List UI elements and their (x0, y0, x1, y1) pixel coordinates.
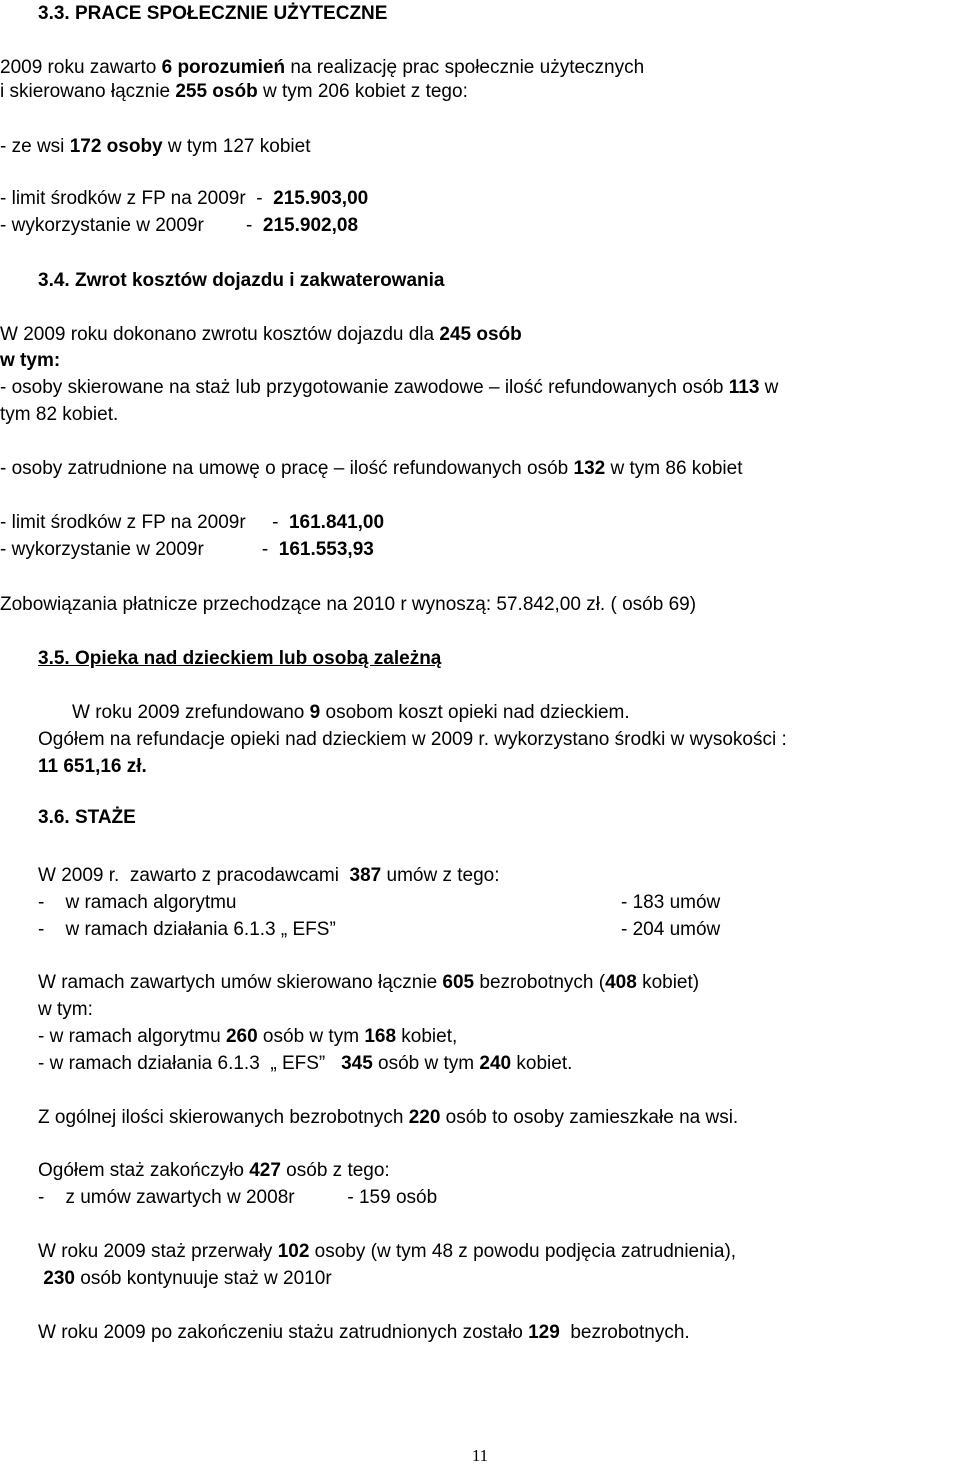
list-item: - w ramach algorytmu (38, 892, 237, 913)
paragraph-line: w tym: (0, 350, 61, 371)
usage-line: - wykorzystanie w 2009r - 215.902,08 (0, 215, 359, 236)
section-3-3-title: 3.3. PRACE SPOŁECZNIE UŻYTECZNE (38, 3, 388, 24)
paragraph-line: - osoby skierowane na staż lub przygotowanie zawodowe – ilość refundowanych osób 113 w (0, 377, 779, 398)
paragraph-line: W roku 2009 zrefundowano 9 osobom koszt opieki nad dzieckiem. (72, 702, 630, 723)
list-item: - w ramach działania 6.1.3 „ EFS” 345 osób w tym 240 kobiet. (38, 1053, 573, 1074)
section-3-5-title: 3.5. Opieka nad dzieckiem lub osobą zależną (38, 648, 442, 669)
obligations-line: Zobowiązania płatnicze przechodzące na 2010 r wynoszą: 57.842,00 zł. ( osób 69) (0, 594, 697, 615)
amount-line: 11 651,16 zł. (38, 756, 147, 777)
list-item: - z umów zawartych w 2008r - 159 osób (38, 1187, 438, 1208)
paragraph-line: W 2009 roku dokonano zwrotu kosztów dojazdu dla 245 osób (0, 324, 522, 345)
limit-line: - limit środków z FP na 2009r - 215.903,00 (0, 188, 369, 209)
paragraph-line: Z ogólnej ilości skierowanych bezrobotnych 220 osób to osoby zamieszkałe na wsi. (38, 1107, 739, 1128)
paragraph-line: W roku 2009 po zakończeniu stażu zatrudnionych zostało 129 bezrobotnych. (38, 1322, 690, 1343)
limit-line: - limit środków z FP na 2009r - 161.841,00 (0, 512, 385, 533)
paragraph-line: - ze wsi 172 osoby w tym 127 kobiet (0, 136, 311, 157)
section-3-4-title: 3.4. Zwrot kosztów dojazdu i zakwaterowania (38, 270, 445, 291)
list-item: - w ramach działania 6.1.3 „ EFS” (38, 919, 336, 940)
list-item-value: - 204 umów (621, 919, 721, 940)
list-item: - w ramach algorytmu 260 osób w tym 168 kobiet, (38, 1026, 458, 1047)
paragraph-line: W roku 2009 staż przerwały 102 osoby (w tym 48 z powodu podjęcia zatrudnienia), (38, 1241, 737, 1262)
usage-line: - wykorzystanie w 2009r - 161.553,93 (0, 539, 374, 560)
paragraph-line: Ogółem staż zakończyło 427 osób z tego: (38, 1160, 390, 1181)
paragraph-line: W ramach zawartych umów skierowano łącznie 605 bezrobotnych (408 kobiet) (38, 972, 700, 993)
paragraph-line: - osoby zatrudnione na umowę o pracę – ilość refundowanych osób 132 w tym 86 kobiet (0, 458, 743, 479)
paragraph-line: w tym: (38, 999, 93, 1020)
page-number: 11 (471, 1446, 489, 1465)
paragraph-line: i skierowano łącznie 255 osób w tym 206 kobiet z tego: (0, 81, 468, 102)
section-3-6-title: 3.6. STAŻE (38, 807, 136, 828)
paragraph-line: 230 osób kontynuuje staż w 2010r (43, 1268, 332, 1289)
paragraph-line: W 2009 r. zawarto z pracodawcami 387 umów z tego: (38, 865, 500, 886)
paragraph-line: Ogółem na refundacje opieki nad dzieckiem w 2009 r. wykorzystano środki w wysokości : (38, 729, 787, 750)
paragraph-line: 2009 roku zawarto 6 porozumień na realizację prac społecznie użytecznych (0, 57, 645, 78)
list-item-value: - 183 umów (621, 892, 721, 913)
paragraph-line: tym 82 kobiet. (0, 404, 119, 425)
